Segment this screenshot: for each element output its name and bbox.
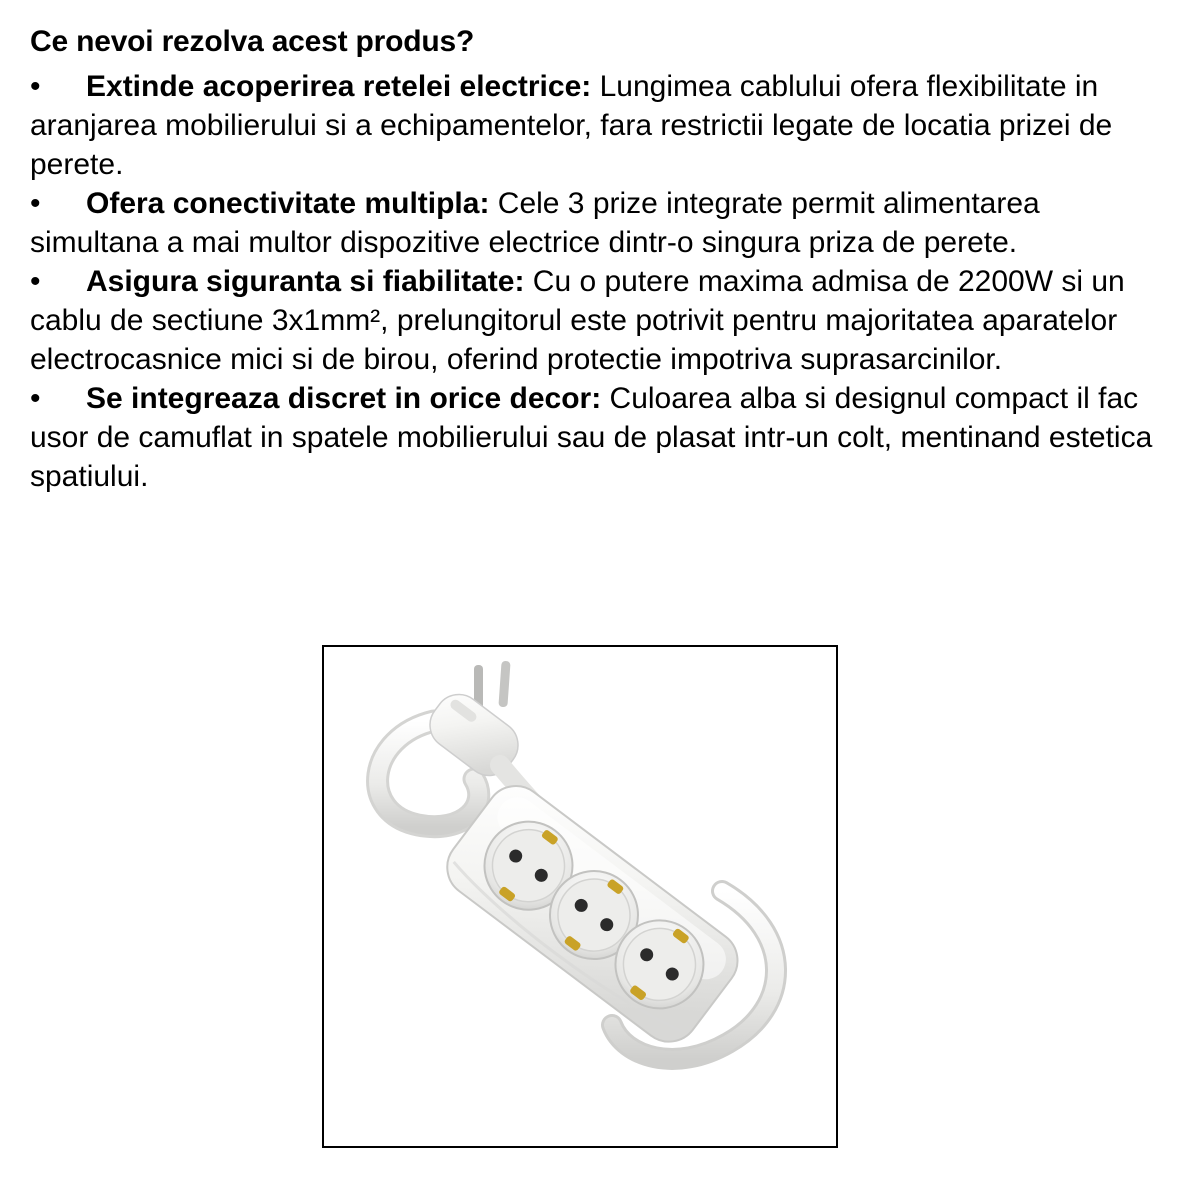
benefits-list (30, 67, 1170, 496)
bullet-icon: • (30, 187, 41, 220)
list-item (30, 67, 1170, 184)
bullet-icon: • (30, 382, 41, 415)
bullet-icon: • (30, 70, 41, 103)
list-item-lead: Extinde acoperirea retelei electrice: (86, 70, 592, 103)
list-item-lead: Se integreaza discret in orice decor: (86, 382, 602, 415)
list-item-text: Lungimea cablului ofera flexibilitate in aranjarea mobilierului si a echipamentelor, fara restrictii legate de locatia prizei de perete. (30, 70, 1113, 181)
list-item-lead: Ofera conectivitate multipla: (86, 187, 490, 220)
product-photo-power-strip (324, 647, 836, 1146)
bullet-icon: • (30, 265, 41, 298)
list-item-text: Cu o putere maxima admisa de 2200W si un cablu de sectiune 3x1mm², prelungitorul este potrivit pentru majoritatea aparatelor electrocasnice mici si de birou, oferind protectie impotriva suprasarcinilor. (30, 265, 1125, 376)
list-item (30, 262, 1170, 379)
list-item-lead: Asigura siguranta si fiabilitate: (86, 265, 525, 298)
power-strip-illustration (324, 647, 836, 1146)
product-image-frame (322, 645, 838, 1148)
list-item (30, 379, 1170, 496)
page-title: Ce nevoi rezolva acest produs? (30, 25, 475, 58)
list-item (30, 184, 1170, 262)
list-item-text: Culoarea alba si designul compact il fac usor de camuflat in spatele mobilierului sau de plasat intr-un colt, mentinand estetica spatiului. (30, 382, 1153, 493)
list-item-text: Cele 3 prize integrate permit alimentarea simultana a mai multor dispozitive electrice dintr-o singura priza de perete. (30, 187, 1040, 259)
